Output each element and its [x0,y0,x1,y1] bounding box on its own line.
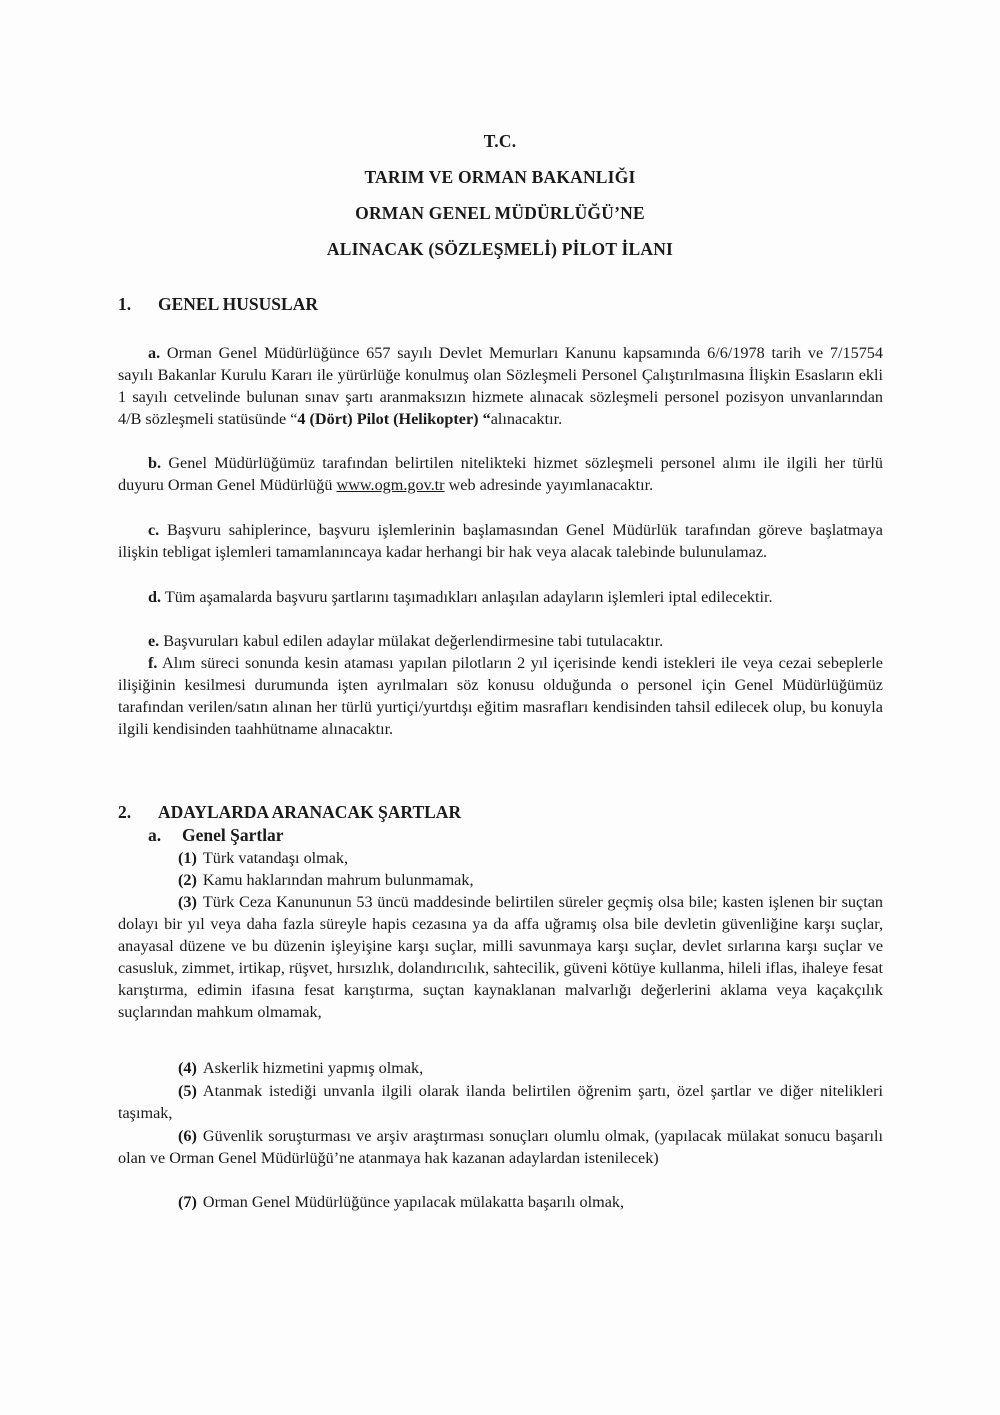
paragraph-text: Genel Müdürlüğümüz tarafından belirtilen nitelikteki hizmet sözleşmeli personel alımı ile ilgili her türlü duyuru Orman Genel Müdürlüğü [118,454,883,494]
requirement-6 [118,1125,883,1169]
subsection-2a-heading [148,825,284,846]
item-label: c. [148,521,160,539]
section-1-heading [118,294,318,315]
item-label: (7) [178,1193,197,1211]
item-label: (3) [178,893,197,911]
item-label: (1) [178,849,197,867]
requirement-text: Orman Genel Müdürlüğünce yapılacak mülakatta başarılı olmak, [202,1193,625,1211]
subsection-title: Genel Şartlar [182,825,284,845]
section-2-heading [118,802,461,823]
requirement-7 [118,1191,883,1213]
section-number: 1. [118,294,132,314]
header-ministry: TARIM VE ORMAN BAKANLIĞI [364,167,636,187]
requirement-text: Türk Ceza Kanununun 53 üncü maddesinde belirtilen süreler geçmiş olsa bile; kasten işlenen bir suçtan dolayı bir yıl veya daha fazla süreyle hapis cezasına ya da affa uğramış olsa bile devletin güvenliğine karşı suçlar, anayasal düzene ve bu düzenin işleyişine karşı suçlar, milli savunmaya karşı suçlar, devlet sırlarına karşı suçlar ve casusluk, zimmet, irtikap, rüşvet, hırsızlık, dolandırıcılık, sahtecilik, güveni kötüye kullanma, hileli iflas, ihaleye fesat karıştırma, edimin ifasına fesat karıştırma, suçtan kaynaklanan malvarlığı değerlerini aklama veya kaçakçılık suçlarından mahkum olmamak, [118,893,883,1021]
header-directorate: ORMAN GENEL MÜDÜRLÜĞÜ’NE [355,203,645,223]
item-label: e. [148,632,160,650]
position-count-highlight: 4 (Dört) Pilot (Helikopter) “ [297,410,491,428]
requirement-1 [118,847,883,869]
paragraph-text: Başvuru sahiplerince, başvuru işlemlerinin başlamasından Genel Müdürlük tarafından göreve başlatmaya ilişkin tebligat işlemleri tamamlanıncaya kadar herhangi bir hak veya alacak talebinde bulunulamaz. [118,521,883,561]
requirement-2 [118,869,883,891]
paragraph-text: Alım süreci sonunda kesin ataması yapılan pilotların 2 yıl içerisinde kendi istekleri ile veya cezai sebeplerle ilişiğinin kesilmesi durumunda işten ayrılmaları söz konusu olduğunda o personel için Genel Müdürlüğümüz tarafından verilen/satın alınan her türlü yurtiçi/yurtdışı eğitim masrafları kendisinden tahsil edilecek olup, bu konuyla ilgili kendisinden taahhütname alınacaktır. [118,654,883,738]
requirement-4 [118,1057,883,1079]
section-number: 2. [118,802,132,822]
item-label: (4) [178,1059,197,1077]
subsection-number: a. [148,825,162,845]
section-title: GENEL HUSUSLAR [158,294,318,314]
paragraph-1c [118,519,883,563]
item-label: (6) [178,1127,197,1145]
paragraph-1a [118,342,883,430]
item-label: (5) [178,1082,197,1100]
item-label: (2) [178,871,197,889]
paragraph-1d [118,586,883,608]
item-label: d. [148,588,162,606]
paragraph-text: Başvuruları kabul edilen adaylar mülakat değerlendirmesine tabi tutulacaktır. [159,632,664,650]
paragraph-text: web adresinde yayımlanacaktır. [444,476,654,494]
requirement-text: Türk vatandaşı olmak, [202,849,349,867]
requirement-text: Atanmak istediği unvanla ilgili olarak ilanda belirtilen öğrenim şartı, özel şartlar ve diğer nitelikleri taşımak, [118,1082,883,1122]
paragraph-1f [118,652,883,740]
paragraph-text: Tüm aşamalarda başvuru şartlarını taşımadıkları anlaşılan adayların işlemleri iptal edilecektir. [161,588,773,606]
website-link[interactable]: www.ogm.gov.tr [336,476,445,494]
item-label: f. [148,654,158,672]
requirement-5 [118,1080,883,1124]
section-title: ADAYLARDA ARANACAK ŞARTLAR [158,802,462,822]
requirement-text: Güvenlik soruşturması ve arşiv araştırması sonuçları olumlu olmak, (yapılacak mülakat sonucu başarılı olan ve Orman Genel Müdürlüğü’ne atanmaya hak kazanan adaylardan istenilecek) [118,1127,883,1167]
header-tc: T.C. [483,131,517,151]
document-title: ALINACAK (SÖZLEŞMELİ) PİLOT İLANI [326,239,674,259]
paragraph-1b [118,452,883,496]
requirement-3 [118,891,883,1023]
requirement-text: Kamu haklarından mahrum bulunmamak, [202,871,474,889]
item-label: b. [148,454,162,472]
requirement-text: Askerlik hizmetini yapmış olmak, [202,1059,424,1077]
paragraph-1e [118,630,883,652]
item-label: a. [148,344,161,362]
paragraph-text: Orman Genel Müdürlüğünce 657 sayılı Devlet Memurları Kanunu kapsamında 6/6/1978 tarih ve 7/15754 sayılı Bakanlar Kurulu Kararı ile yürürlüğe konulmuş olan Sözleşmeli Personel Çalıştırılmasına İlişkin Esasların ekli 1 sayılı cetvelinde bulunan sınav şartı aranmaksızın hizmete alınacak sözleşmeli personel pozisyon unvanlarından 4/B sözleşmeli statüsünde “ [118,344,883,428]
paragraph-text: alınacaktır. [490,410,563,428]
